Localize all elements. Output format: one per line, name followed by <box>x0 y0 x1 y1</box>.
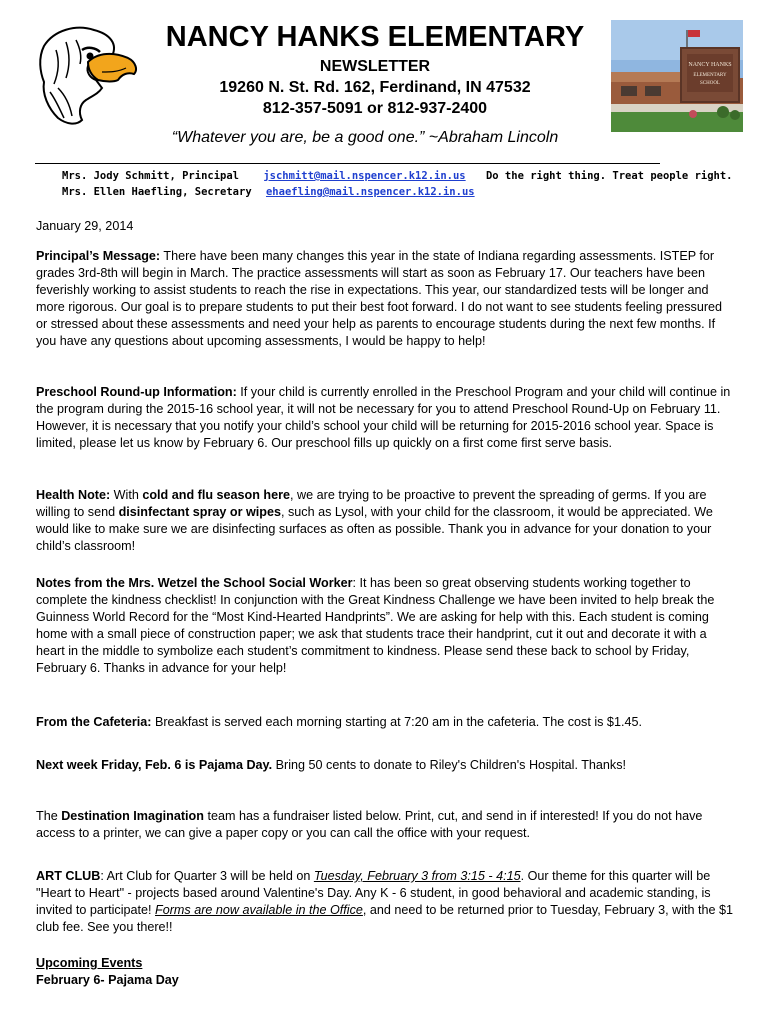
art-club-label: ART CLUB <box>36 869 101 883</box>
principal-message-label: Principal’s Message: <box>36 249 161 263</box>
health-text-1: With <box>110 488 143 502</box>
principal-email-link[interactable]: jschmitt@mail.nspencer.k12.in.us <box>263 170 466 182</box>
school-phones: 812-357-5091 or 812-937-2400 <box>262 100 488 117</box>
destination-label: Destination Imagination <box>61 809 204 823</box>
health-text-2: , we are trying to be proactive to prevent the spreading of germs. If you are willing to send <box>36 488 707 519</box>
destination-text-2: team has a fundraiser listed below. Print, cut, and send in if interested! If you do not have access to a printer, we can give a paper copy or you can call the office with your request. <box>36 809 703 840</box>
newsletter-label: NEWSLETTER <box>319 58 431 75</box>
header-divider <box>35 163 660 164</box>
art-club-date: Tuesday, February 3 from 3:15 - 4:15 <box>313 869 521 883</box>
art-club-forms: Forms are now available in the Office <box>155 903 363 917</box>
newsletter-header <box>140 18 610 119</box>
event-item: February 6- Pajama Day <box>36 973 179 987</box>
destination-imagination-section <box>36 808 736 842</box>
preschool-label: Preschool Round-up Information: <box>36 385 237 399</box>
health-bold-2: disinfectant spray or wipes <box>118 505 281 519</box>
health-label: Health Note: <box>36 488 111 502</box>
cafeteria-text: Breakfast is served each morning starting at 7:20 am in the cafeteria. The cost is $1.45. <box>151 715 642 729</box>
school-photo <box>611 20 743 132</box>
staff-line-principal <box>62 169 733 184</box>
art-club-section <box>36 868 736 936</box>
principal-message-text: There have been many changes this year in the state of Indiana regarding assessments. ISTEP for grades 3rd-8th will begin in March. The practice assessments will start as soon as February 17. Our teachers have been feverishly working to assist students to reach the rise in expectations. This year, our standardized tests will be longer and more rigorous. Our goal is to prepare students to put their best foot forward. I do not want to see students feeling pressured or stressed about these assessments and need your help as parents to encourage students during the next few months. If you have any questions about upcoming assessments, I would be happy to help! <box>36 249 723 348</box>
health-note-section <box>36 487 736 555</box>
cafeteria-section <box>36 714 736 731</box>
pajama-text: Bring 50 cents to donate to Riley's Children's Hospital. Thanks! <box>272 758 627 772</box>
pajama-day-section <box>36 757 736 774</box>
svg-text:ELEMENTARY: ELEMENTARY <box>693 73 727 78</box>
health-text-3: , such as Lysol, with your child for the classroom, it would be appreciated. We would like to make sure we are disinfecting surfaces as often as possible. Thank you in advance for your donation to your child’s classroom! <box>36 505 713 553</box>
secretary-name: Mrs. Ellen Haefling, Secretary <box>62 186 252 198</box>
art-club-text-3: , and need to be returned prior to Tuesday, February 3, with the $1 club fee. See you there!! <box>36 903 734 934</box>
upcoming-events-section <box>36 955 736 989</box>
social-worker-label: Notes from the Mrs. Wetzel the School Social Worker <box>36 576 353 590</box>
preschool-section <box>36 384 736 452</box>
school-motto: Do the right thing. Treat people right. <box>485 170 733 182</box>
staff-line-secretary <box>62 185 475 200</box>
health-bold-1: cold and flu season here <box>142 488 291 502</box>
art-club-text-2: . Our theme for this quarter will be "Heart to Heart" - projects based around Valentine's Day. Any K - 6 student, in good behavioral and academic standing, is invited to participate! <box>36 869 711 917</box>
lincoln-quote: “Whatever you are, be a good one.” ~Abraham Lincoln <box>171 129 559 146</box>
secretary-email-link[interactable]: ehaefling@mail.nspencer.k12.in.us <box>265 186 475 198</box>
school-address: 19260 N. St. Rd. 162, Ferdinand, IN 47532 <box>219 79 531 96</box>
art-club-text-1: : Art Club for Quarter 3 will be held on <box>100 869 314 883</box>
pajama-label: Next week Friday, Feb. 6 is Pajama Day. <box>36 758 273 772</box>
principal-message <box>36 248 736 350</box>
svg-text:SCHOOL: SCHOOL <box>699 81 721 86</box>
social-worker-section <box>36 575 736 677</box>
upcoming-events-heading: Upcoming Events <box>36 956 143 970</box>
social-worker-text: : It has been so great observing students working together to complete the kindness checklist! In conjunction with the Great Kindness Challenge we have been invited to help break the Guinness World Record for the “Most Kind-Hearted Handprints”. We are asking for help with this. Each student is coming home with a small piece of construction paper; we ask that students trace their handprint, cut it out and decorate it with a heart in the middle to symbolize each student’s commitment to kindness. Please send these back to school by Friday, February 6. Thanks in advance for your help! <box>36 576 715 675</box>
destination-text-1: The <box>36 809 62 823</box>
school-name: NANCY HANKS ELEMENTARY <box>165 21 585 53</box>
principal-name: Mrs. Jody Schmitt, Principal <box>62 170 240 182</box>
newsletter-date: January 29, 2014 <box>36 219 134 233</box>
svg-text:NANCY HANKS: NANCY HANKS <box>688 62 732 68</box>
cafeteria-label: From the Cafeteria: <box>36 715 152 729</box>
eagle-mascot-icon <box>36 22 140 128</box>
preschool-text: If your child is currently enrolled in the Preschool Program and your child will continue in the program during the 2015-16 school year, it will not be necessary for you to attend Preschool Round-Up on February 11. However, it is necessary that you notify your child’s school your child will be returning for 2015-2016 school year. Space is limited, please let us know by February 6. Our preschool fills up quickly on a first come first serve basis. <box>36 385 731 450</box>
